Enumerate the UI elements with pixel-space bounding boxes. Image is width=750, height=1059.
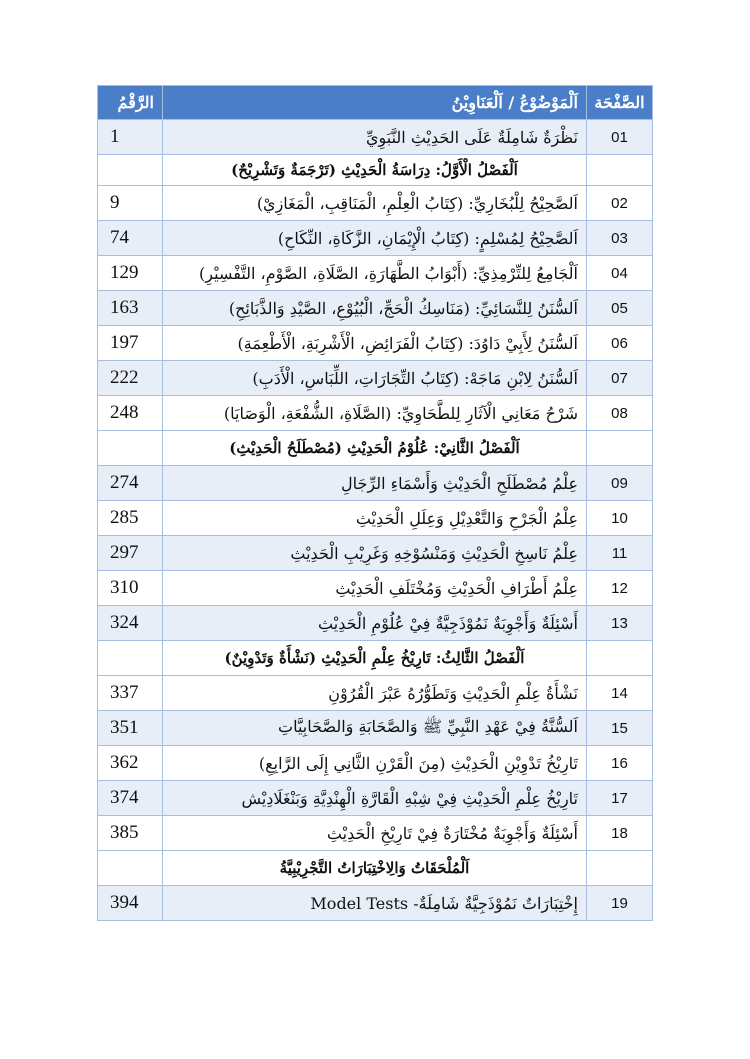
entry-number: 10 bbox=[587, 501, 653, 536]
entry-title: تَارِيْخُ تَدْوِيْنِ الْحَدِيْثِ (مِنَ الْقَرْنِ الثَّانِي إِلَى الرَّابِعِ) bbox=[163, 746, 587, 781]
table-row bbox=[98, 781, 653, 816]
entry-title: اَلسُّنَّةُ فِيْ عَهْدِ النَّبِيِّ ﷺ وَالصَّحَابَةِ وَالصَّحَابِيَّاتِ bbox=[163, 711, 587, 746]
entry-title: اَلسُّنَنُ لِابْنِ مَاجَهْ: (كِتَابُ التِّجَارَاتِ، اللِّبَاسِ، الْأَدَبِ) bbox=[163, 361, 587, 396]
table-row bbox=[98, 361, 653, 396]
entry-page-number: 351 bbox=[98, 711, 163, 746]
table-row bbox=[98, 291, 653, 326]
header-page: الرَّقْمُ bbox=[98, 86, 163, 120]
entry-title: شَرْحُ مَعَانِي الْآثَارِ لِلطَّحَاوِيِّ: (الصَّلَاةِ، الشُّفْعَةِ، الْوَصَايَا) bbox=[163, 396, 587, 431]
entry-title: إِخْتِبَارَاتٌ نَمُوْذَجِيَّةٌ شَامِلَةٌ- Model Tests bbox=[163, 886, 587, 921]
entry-title: عِلْمُ مُصْطَلَحِ الْحَدِيْثِ وَأَسْمَاءِ الرِّجَالِ bbox=[163, 466, 587, 501]
table-row bbox=[98, 711, 653, 746]
entry-title: اَلصَّحِيْحُ لِلْبُخَارِيِّ: (كِتَابُ الْعِلْمِ، الْمَنَاقِبِ، الْمَغَازِيْ) bbox=[163, 186, 587, 221]
entry-page-number: 1 bbox=[98, 120, 163, 155]
table-row bbox=[98, 186, 653, 221]
entry-number: 16 bbox=[587, 746, 653, 781]
section-title: اَلْفَصْلُ الثَّانِيْ: عُلُوْمُ الْحَدِيْثِ (مُصْطَلَحُ الْحَدِيْثِ) bbox=[163, 431, 587, 466]
entry-page-number: 9 bbox=[98, 186, 163, 221]
section-heading-row bbox=[98, 641, 653, 676]
section-heading-row bbox=[98, 155, 653, 186]
entry-number: 01 bbox=[587, 120, 653, 155]
entry-page-number: 337 bbox=[98, 676, 163, 711]
entry-title: نَشْأَةُ عِلْمِ الْحَدِيْثِ وَتَطَوُّرُهُ عَبْرَ الْقُرُوْنِ bbox=[163, 676, 587, 711]
entry-page-number: 374 bbox=[98, 781, 163, 816]
section-page-cell bbox=[98, 851, 163, 886]
entry-page-number: 385 bbox=[98, 816, 163, 851]
entry-title: اَلْجَامِعُ لِلتِّرْمِذِيِّ: (أَبْوَابُ الطَّهَارَةِ، الصَّلَاةِ، الصَّوْمِ، التَّفْسِيْرِ) bbox=[163, 256, 587, 291]
entry-page-number: 285 bbox=[98, 501, 163, 536]
table-row bbox=[98, 606, 653, 641]
entry-number: 11 bbox=[587, 536, 653, 571]
table-row bbox=[98, 746, 653, 781]
table-row bbox=[98, 326, 653, 361]
entry-number: 13 bbox=[587, 606, 653, 641]
entry-title: اَلسُّنَنُ لِلنَّسَائِيِّ: (مَنَاسِكُ الْحَجِّ، الْبُيُوْعِ، الصَّيْدِ وَالذَّبَائِحِ) bbox=[163, 291, 587, 326]
table-row bbox=[98, 816, 653, 851]
header-row bbox=[98, 86, 653, 120]
section-number-cell bbox=[587, 155, 653, 186]
entry-number: 07 bbox=[587, 361, 653, 396]
section-title: اَلْفَصْلُ الثَّالِثُ: تَارِيْخُ عِلْمِ الْحَدِيْثِ (نَشْأَةٌ وَتَدْوِيْنٌ) bbox=[163, 641, 587, 676]
table-row bbox=[98, 571, 653, 606]
section-page-cell bbox=[98, 431, 163, 466]
section-heading-row bbox=[98, 431, 653, 466]
entry-title: عِلْمُ نَاسِخِ الْحَدِيْثِ وَمَنْسُوْخِهِ وَغَرِيْبِ الْحَدِيْثِ bbox=[163, 536, 587, 571]
entry-page-number: 248 bbox=[98, 396, 163, 431]
entry-number: 18 bbox=[587, 816, 653, 851]
table-row bbox=[98, 886, 653, 921]
entry-number: 17 bbox=[587, 781, 653, 816]
entry-number: 15 bbox=[587, 711, 653, 746]
table-row bbox=[98, 676, 653, 711]
section-heading-row bbox=[98, 851, 653, 886]
table-row bbox=[98, 396, 653, 431]
entry-title: أَسْئِلَةٌ وَأَجْوِبَةٌ نَمُوْذَجِيَّةٌ فِيْ عُلُوْمِ الْحَدِيْثِ bbox=[163, 606, 587, 641]
table-of-contents bbox=[97, 85, 653, 921]
entry-number: 08 bbox=[587, 396, 653, 431]
section-number-cell bbox=[587, 851, 653, 886]
entry-number: 03 bbox=[587, 221, 653, 256]
entry-title: أَسْئِلَةٌ وَأَجْوِبَةٌ مُخْتَارَةٌ فِيْ تَارِيْخِ الْحَدِيْثِ bbox=[163, 816, 587, 851]
entry-page-number: 197 bbox=[98, 326, 163, 361]
section-page-cell bbox=[98, 641, 163, 676]
entry-page-number: 222 bbox=[98, 361, 163, 396]
entry-page-number: 310 bbox=[98, 571, 163, 606]
entry-number: 12 bbox=[587, 571, 653, 606]
entry-page-number: 163 bbox=[98, 291, 163, 326]
entry-page-number: 274 bbox=[98, 466, 163, 501]
entry-page-number: 324 bbox=[98, 606, 163, 641]
section-title: اَلْمُلْحَقَاتُ وَالِاخْتِبَارَاتُ التَّجْرِيْبِيَّةُ bbox=[163, 851, 587, 886]
table-row bbox=[98, 221, 653, 256]
entry-title: تَارِيْخُ عِلْمِ الْحَدِيْثِ فِيْ شِبْهِ الْقَارَّةِ الْهِنْدِيَّةِ وَبَنْغَلَادِيْش bbox=[163, 781, 587, 816]
entry-page-number: 129 bbox=[98, 256, 163, 291]
table-row bbox=[98, 501, 653, 536]
table-row bbox=[98, 256, 653, 291]
table-row bbox=[98, 120, 653, 155]
entry-page-number: 297 bbox=[98, 536, 163, 571]
entry-number: 19 bbox=[587, 886, 653, 921]
table-body bbox=[98, 120, 653, 921]
entry-number: 04 bbox=[587, 256, 653, 291]
entry-page-number: 394 bbox=[98, 886, 163, 921]
entry-title: نَظْرَةٌ شَامِلَةٌ عَلَى الحَدِيْثِ النَّبَوِيِّ bbox=[163, 120, 587, 155]
entry-title: اَلصَّحِيْحُ لِمُسْلِمٍ: (كِتَابُ الْإِيْمَانِ، الزَّكَاةِ، النِّكَاحِ) bbox=[163, 221, 587, 256]
header-title: اَلْمَوْضُوْعُ / اَلْعَنَاوِيْنُ bbox=[163, 86, 587, 120]
section-number-cell bbox=[587, 641, 653, 676]
section-title: اَلْفَصْلُ الْأَوَّلُ: دِرَاسَةُ الْحَدِيْثِ (تَرْجَمَةٌ وَتَشْرِيْحٌ) bbox=[163, 155, 587, 186]
entry-number: 14 bbox=[587, 676, 653, 711]
table-row bbox=[98, 536, 653, 571]
entry-number: 09 bbox=[587, 466, 653, 501]
entry-page-number: 74 bbox=[98, 221, 163, 256]
entry-title: عِلْمُ الْجَرْحِ وَالتَّعْدِيْلِ وَعِلَلِ الْحَدِيْثِ bbox=[163, 501, 587, 536]
section-page-cell bbox=[98, 155, 163, 186]
entry-number: 06 bbox=[587, 326, 653, 361]
entry-page-number: 362 bbox=[98, 746, 163, 781]
entry-number: 02 bbox=[587, 186, 653, 221]
table-row bbox=[98, 466, 653, 501]
entry-number: 05 bbox=[587, 291, 653, 326]
entry-title: اَلسُّنَنُ لِأَبِيْ دَاوُدَ: (كِتَابُ الْفَرَائِضِ، الْأَشْرِبَةِ، الْأَطْعِمَةِ) bbox=[163, 326, 587, 361]
section-number-cell bbox=[587, 431, 653, 466]
entry-title: عِلْمُ أَطْرَافِ الْحَدِيْثِ وَمُخْتَلَفِ الْحَدِيْثِ bbox=[163, 571, 587, 606]
header-number: الصَّفْحَة bbox=[587, 86, 653, 120]
